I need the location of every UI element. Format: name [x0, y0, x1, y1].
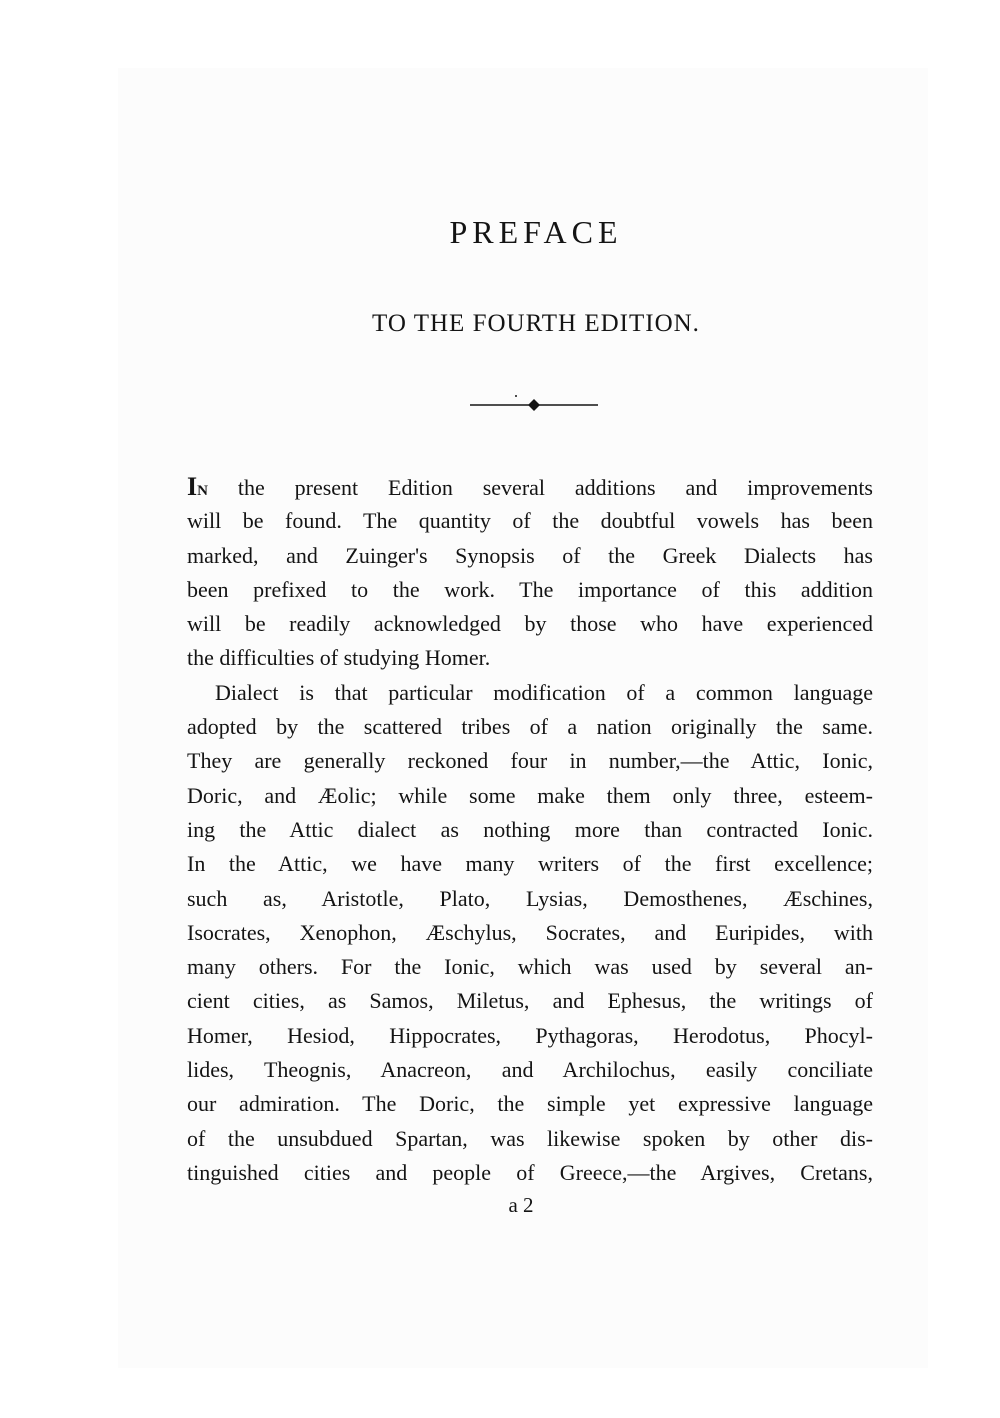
text-line: been prefixed to the work. The importance of this addition	[187, 576, 873, 602]
text-line: cient cities, as Samos, Miletus, and Ephesus, the writings of	[187, 988, 873, 1014]
text-line: Homer, Hesiod, Hippocrates, Pythagoras, Herodotus, Phocyl-	[187, 1022, 873, 1048]
page-signature: a 2	[508, 1193, 534, 1217]
text-line: tinguished cities and people of Greece,—the Argives, Cretans,	[187, 1159, 873, 1185]
paragraph-2	[187, 676, 873, 1190]
text-line: lides, Theognis, Anacreon, and Archilochus, easily conciliate	[187, 1057, 873, 1083]
text-line: many others. For the Ionic, which was used by several an-	[187, 954, 873, 980]
paragraph-1	[187, 470, 873, 676]
text-line: Dialect is that particular modification of a common language	[215, 679, 873, 705]
text-line: They are generally reckoned four in number,—the Attic, Ionic,	[187, 748, 873, 774]
drop-cap-rest: N	[197, 483, 208, 499]
page-title: PREFACE	[449, 214, 623, 250]
ornament-divider-icon	[470, 393, 598, 417]
text-line: marked, and Zuinger's Synopsis of the Greek Dialects has	[187, 542, 873, 568]
text-line: Doric, and Æolic; while some make them only three, esteem-	[187, 782, 873, 808]
preface-body	[187, 470, 873, 1190]
text-line: will be found. The quantity of the doubtful vowels has been	[187, 508, 873, 534]
text-line: adopted by the scattered tribes of a nation originally the same.	[187, 714, 873, 740]
text-line	[187, 470, 873, 504]
text-line: of the unsubdued Spartan, was likewise spoken by other dis-	[187, 1125, 873, 1151]
text-line: In the Attic, we have many writers of the first excellence;	[187, 851, 873, 877]
drop-cap: I	[187, 472, 198, 501]
text-line: ing the Attic dialect as nothing more than contracted Ionic.	[187, 816, 873, 842]
text-line: our admiration. The Doric, the simple yet expressive language	[187, 1091, 873, 1117]
text-line: the difficulties of studying Homer.	[187, 645, 491, 671]
text-line: will be readily acknowledged by those who have experienced	[187, 611, 873, 637]
text-line: such as, Aristotle, Plato, Lysias, Demosthenes, Æschines,	[187, 885, 873, 911]
page-subtitle: TO THE FOURTH EDITION.	[372, 310, 700, 337]
text-line-rest: the present Edition several additions and improvements	[207, 475, 873, 500]
text-line: Isocrates, Xenophon, Æschylus, Socrates, and Euripides, with	[187, 919, 873, 945]
